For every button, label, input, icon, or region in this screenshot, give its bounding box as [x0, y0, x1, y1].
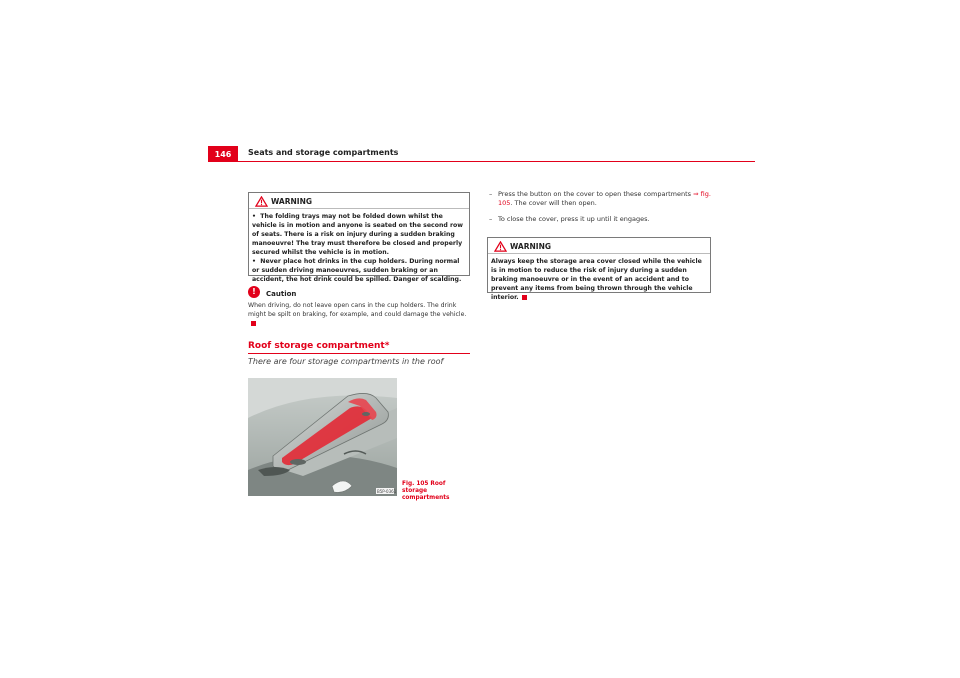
- warning-bullet: [252, 212, 466, 257]
- bullet-icon: •: [252, 213, 261, 220]
- section-end-icon: [522, 295, 527, 300]
- step-dash: –: [489, 190, 493, 198]
- warning-triangle-icon: [255, 196, 268, 207]
- warning-header: [488, 238, 710, 254]
- header-divider: [208, 161, 755, 162]
- warning-body: [488, 254, 710, 304]
- warning-body: [249, 209, 469, 286]
- figure-caption: Fig. 105 Roof storage compartments: [402, 481, 450, 501]
- roof-storage-figure: [248, 378, 397, 496]
- caution-exclamation-icon: !: [248, 286, 260, 298]
- step-text: To close the cover, press it up until it engages.: [498, 215, 650, 223]
- warning-bullet: [252, 257, 466, 284]
- warning-bullet-text: The folding trays may not be folded down whilst the vehicle is in motion and anyone is seated on the second row of seats. There is a risk on injury during a sudden braking manoeuvre! The tray must therefore be closed and properly secured whilst the vehicle is in motion.: [252, 213, 463, 256]
- warning-bullet-text: Never place hot drinks in the cup holders. During normal or sudden driving manoeuvres, sudden braking or an accident, the hot drink could be spilled. Danger of scalding.: [252, 258, 462, 283]
- caution-text-content: When driving, do not leave open cans in the cup holders. The drink might be spilt on braking, for example, and could damage the vehicle.: [248, 302, 467, 318]
- section-divider: [248, 353, 470, 354]
- instruction-step: [489, 190, 719, 208]
- running-header-title: Seats and storage compartments: [248, 148, 399, 157]
- warning-box-trays: [248, 192, 470, 283]
- caution-label: Caution: [266, 290, 297, 298]
- figure-reference-link[interactable]: ⇒ fig. 105: [498, 190, 711, 207]
- caution-header: [248, 286, 468, 300]
- warning-text: Always keep the storage area cover closed while the vehicle is in motion to reduce the risk of injury during a sudden braking manoeuvre or in the event of an accident and to prevent any items from being thrown through the vehicle interior.: [491, 258, 702, 301]
- section-subtitle: There are four storage compartments in the roof: [248, 357, 444, 366]
- warning-header: [249, 193, 469, 209]
- step-text-part: . The cover will then open.: [510, 199, 597, 207]
- section-title: Roof storage compartment*: [248, 341, 390, 351]
- warning-box-cover: [487, 237, 711, 301]
- step-dash: –: [489, 215, 493, 223]
- warning-label: WARNING: [510, 242, 552, 251]
- caution-text: [248, 301, 470, 328]
- page-number: 146: [208, 146, 238, 162]
- roof-storage-illustration: [248, 378, 397, 496]
- instruction-step: [489, 215, 719, 224]
- step-text: [498, 190, 719, 208]
- figure-code: B5P-0361: [377, 489, 397, 494]
- step-text-part: Press the button on the cover to open these compartments: [498, 190, 694, 198]
- section-end-icon: [251, 321, 256, 326]
- warning-triangle-icon: [494, 241, 507, 252]
- warning-label: WARNING: [271, 197, 313, 206]
- bullet-icon: •: [252, 258, 261, 265]
